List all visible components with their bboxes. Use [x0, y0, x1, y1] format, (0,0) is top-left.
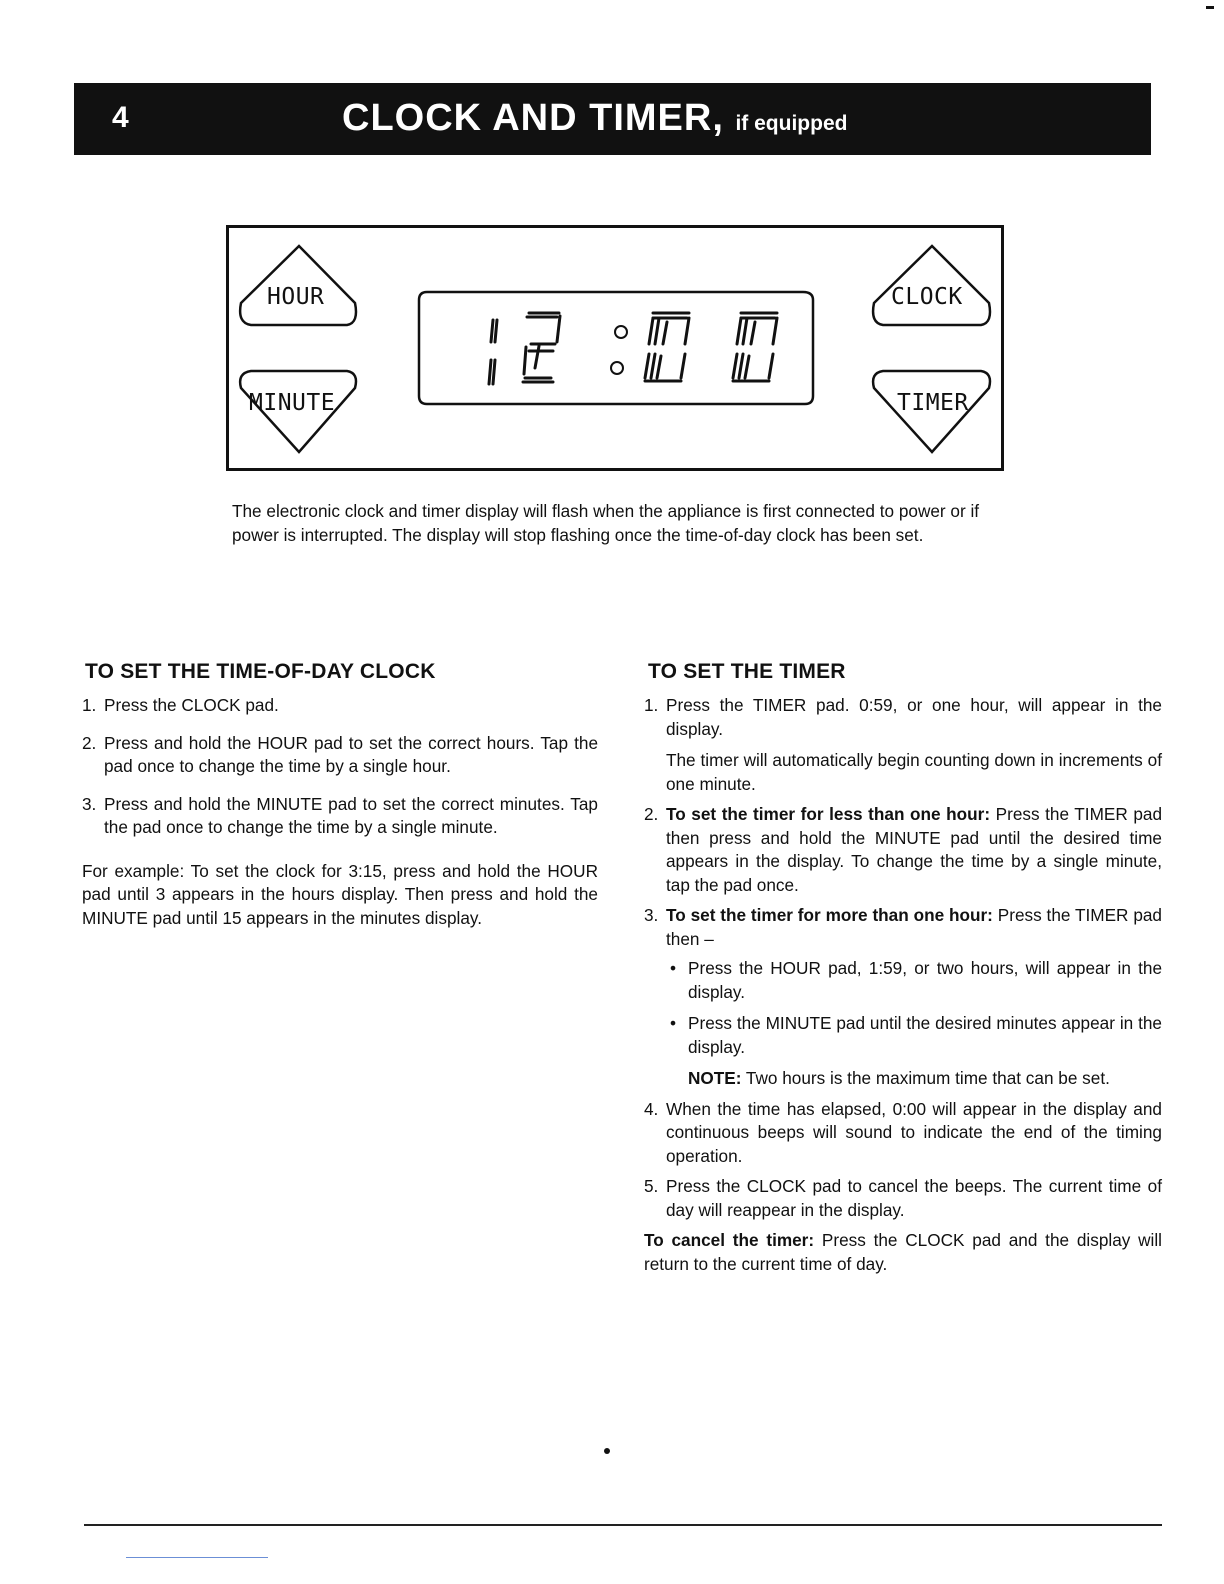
page-subtitle: if equipped: [735, 112, 848, 135]
cancel-text: Press the CLOCK pad and the display will return to the current time of day.: [644, 1230, 1162, 1274]
control-panel-diagram: [226, 225, 1004, 471]
step-number: 1.: [82, 695, 97, 715]
page-dot: [604, 1448, 610, 1454]
clock-steps: [82, 694, 598, 840]
footer-blue-rule: [126, 1557, 268, 1558]
step-subtext: The timer will automatically begin counting down in increments of one minute.: [666, 750, 1162, 794]
bullet-text: Press the MINUTE pad until the desired minutes appear in the display.: [688, 1013, 1162, 1057]
footer-rule: [84, 1524, 1162, 1526]
timer-note: [688, 1067, 1162, 1091]
clock-instructions: [82, 660, 598, 930]
bullet-mark: •: [670, 958, 677, 978]
clock-step: [82, 694, 598, 718]
minute-button[interactable]: MINUTE: [249, 390, 336, 416]
step-number: 3.: [644, 905, 659, 925]
page-title-main: CLOCK AND TIMER,: [342, 97, 724, 139]
timer-section-heading: TO SET THE TIMER: [648, 660, 846, 683]
timer-step: [644, 803, 1162, 897]
page-header: [74, 83, 1151, 155]
timer-instructions: [644, 660, 1162, 1276]
bullet-mark: •: [670, 1013, 677, 1033]
note-text: Two hours is the maximum time that can be set.: [741, 1068, 1110, 1088]
display-colon-top: [615, 326, 627, 338]
clock-button[interactable]: CLOCK: [891, 284, 963, 310]
cancel-label: To cancel the timer:: [644, 1230, 815, 1250]
bullet-text: Press the HOUR pad, 1:59, or two hours, will appear in the display.: [688, 958, 1162, 1002]
timer-step: [644, 1098, 1162, 1169]
timer-bullets: [666, 957, 1162, 1059]
step-text: Press and hold the HOUR pad to set the correct hours. Tap the pad once to change the time by a single hour.: [104, 732, 598, 776]
timer-step: [644, 1175, 1162, 1222]
step-text: When the time has elapsed, 0:00 will appear in the display and continuous beeps will sound to indicate the end of the timing operation.: [666, 1098, 1162, 1166]
step-text: Press the CLOCK pad.: [104, 695, 279, 715]
bullet-item: [666, 957, 1162, 1004]
step-bold-lead: To set the timer for more than one hour:: [666, 905, 993, 925]
clock-step: [82, 732, 598, 779]
panel-caption: The electronic clock and timer display will flash when the appliance is first connected to power or if power is interrupted. The display will stop flashing once the time-of-day clock has been set.: [232, 501, 980, 545]
timer-step: [644, 904, 1162, 1091]
timer-button[interactable]: TIMER: [897, 390, 969, 416]
step-text: Press the TIMER pad then press and hold the MINUTE pad until the desired time appears in the display. To change the time by a single minute, tap the pad once.: [666, 804, 1163, 895]
display-colon-bottom: [611, 362, 623, 374]
step-number: 3.: [82, 793, 97, 814]
clock-step: [82, 793, 598, 840]
display-window: [419, 292, 813, 404]
step-number: 2.: [82, 732, 97, 753]
step-text: Press and hold the MINUTE pad to set the correct minutes. Tap the pad once to change the time by a single minute.: [104, 793, 598, 837]
step-bold-lead: To set the timer for less than one hour:: [666, 804, 991, 824]
page-number: 4: [112, 101, 129, 134]
step-number: 1.: [644, 695, 659, 715]
page-title: [342, 97, 847, 140]
timer-steps: [644, 694, 1162, 1222]
step-number: 2.: [644, 804, 659, 824]
step-number: 4.: [644, 1098, 659, 1119]
step-text: Press the CLOCK pad to cancel the beeps. The current time of day will reappear in the display.: [666, 1176, 1162, 1220]
timer-step: [644, 694, 1162, 796]
clock-example: For example: To set the clock for 3:15, press and hold the HOUR pad until 3 appears in the hours display. Then press and hold the MINUTE pad until 15 appears in the minutes display.: [82, 860, 598, 928]
step-text: Press the TIMER pad. 0:59, or one hour, will appear in the display.: [666, 695, 1162, 739]
hour-button[interactable]: HOUR: [267, 284, 325, 310]
display-digit-minute-ones: [733, 313, 777, 381]
note-label: NOTE:: [688, 1068, 742, 1088]
control-panel-drawing: [229, 228, 1001, 468]
step-number: 5.: [644, 1176, 659, 1196]
display-digit-hour-tens: [489, 320, 497, 384]
corner-mark: [1206, 6, 1214, 9]
clock-section-heading: TO SET THE TIME-OF-DAY CLOCK: [85, 660, 436, 683]
cancel-timer-note: [644, 1229, 1162, 1276]
bullet-item: [666, 1012, 1162, 1059]
display-digit-minute-tens: [645, 313, 689, 381]
step-text: Press the TIMER pad then –: [666, 905, 1162, 949]
display-digit-hour-ones: [523, 313, 560, 382]
